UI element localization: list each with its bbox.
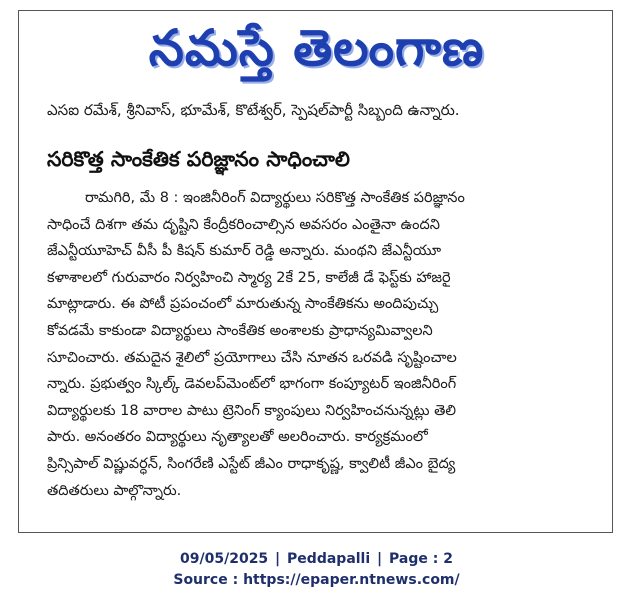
article-body <box>47 185 607 504</box>
article-line: న్నారు. ప్రభుత్వం స్కిల్క్ డెవలప్‌మెంట్‌లో భాగంగా కంప్యూటర్ ఇంజినీరింగ్ <box>47 376 457 393</box>
article-line: సాధించే దిశగా తమ దృష్టిని కేంద్రీకరించాల్సిన అవసరం ఎంతైనా ఉందని <box>47 216 440 233</box>
article-line: మాట్లాడారు. ఈ పోటీ ప్రపంచంలో మారుతున్న సాంకేతికను అందిపుచ్చు <box>47 296 439 313</box>
separator: | <box>275 551 281 567</box>
article-line: కళాశాలలో గురువారం నిర్వహించి స్మార్య 2కే 25, కాలేజీ డే ఫెస్ట్‌కు హాజరై <box>47 269 451 286</box>
previous-article-last-line: ఎసఐ రమేశ్, శ్రీనివాస్, భూమేశ్, కొటేశ్వర్, స్పెషల్‌పార్టీ సిబ్బంది ఉన్నారు. <box>47 101 460 119</box>
next-headline-cutoff <box>47 527 377 533</box>
article-line: సూచించారు. తమదైన శైలిలో ప్రయోగాలు చేసి నూతన ఒరవడి సృష్టించాల <box>47 349 457 366</box>
article-line: విద్యార్థులకు 18 వారాల పాటు ట్రెనింగ్ క్యాంపులు నిర్వహించనున్నట్లు తెలి <box>47 402 457 419</box>
clipping-footer <box>0 549 633 591</box>
edition-name: Peddapalli <box>287 551 371 567</box>
article-line: కోవడమే కాకుండా విద్యార్థులు సాంకేతిక అంశాలకు ప్రాధాన్యమివ్వాలని <box>47 322 433 339</box>
newspaper-clipping <box>18 10 613 533</box>
page-number: Page : 2 <box>389 551 453 567</box>
publication-info <box>0 549 633 570</box>
article-headline: సరికొత్త సాంకేతిక పరిజ్ఞానం సాధించాలి <box>47 147 350 171</box>
source-link: Source : https://epaper.ntnews.com/ <box>173 572 460 588</box>
article-line: జేఎన్టీయూహెచ్ వీసీ పీ కిషన్ కుమార్ రెడ్డి అన్నారు. మంథని జేఎన్టీయూ <box>47 243 442 260</box>
newspaper-masthead: నమస్తే తెలంగాణ <box>148 19 485 77</box>
article-line: ప్రిన్సిపాల్ విష్ణువర్ధన్, సింగరేణి ఎస్టేట్ జీఎం రాధాకృష్ణ, క్వాలిటీ జీఎం బైద్య <box>47 455 456 472</box>
article-line: పారు. అనంతరం విద్యార్థులు నృత్యాలతో అలరించారు. కార్యక్రమంలో <box>47 429 428 446</box>
article-line: రామగిరి, మే 8 : ఇంజినీరింగ్ విద్యార్థులు సరికొత్త సాంకేతిక పరిజ్ఞానం <box>85 190 465 206</box>
separator: | <box>377 551 383 567</box>
publication-date: 09/05/2025 <box>180 551 269 567</box>
article-line: తదితరులు పాల్గొన్నారు. <box>47 482 182 499</box>
